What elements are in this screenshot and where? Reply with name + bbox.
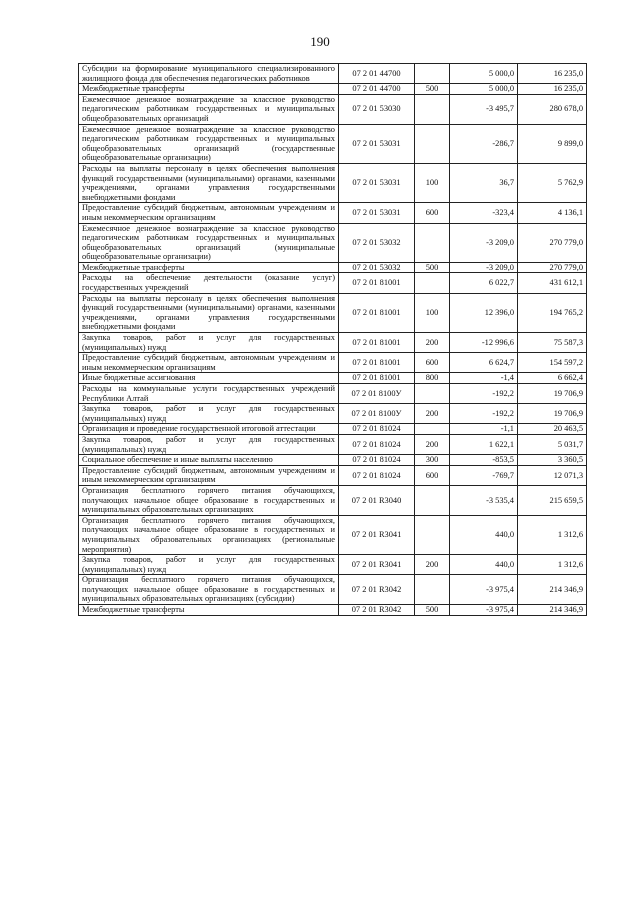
row-name-cell: Закупка товаров, работ и услуг для государственных (муниципальных) нужд xyxy=(79,555,339,575)
row-expense-type-cell: 200 xyxy=(415,555,450,575)
row-name-cell: Субсидии на формирование муниципального специализированного жилищного фонда для обеспечения педагогических работников xyxy=(79,64,339,84)
row-total-amount-cell: 16 235,0 xyxy=(518,64,587,84)
row-expense-type-cell xyxy=(415,94,450,124)
row-total-amount-cell: 12 071,3 xyxy=(518,465,587,485)
table-row xyxy=(79,353,587,373)
table-row xyxy=(79,515,587,554)
row-code-cell: 07 2 01 R3042 xyxy=(339,575,415,605)
table-row xyxy=(79,485,587,515)
row-total-amount-cell: 154 597,2 xyxy=(518,353,587,373)
row-expense-type-cell xyxy=(415,64,450,84)
row-code-cell: 07 2 01 R3041 xyxy=(339,555,415,575)
row-total-amount-cell: 270 779,0 xyxy=(518,262,587,273)
row-total-amount-cell: 1 312,6 xyxy=(518,555,587,575)
table-row xyxy=(79,455,587,466)
row-change-amount-cell: -286,7 xyxy=(450,124,518,163)
row-expense-type-cell: 200 xyxy=(415,333,450,353)
row-name-cell: Ежемесячное денежное вознаграждение за классное руководство педагогическим работникам государственных и муниципальных общеобразовательных организаций (государственные общеобразовательные организации) xyxy=(79,124,339,163)
table-row xyxy=(79,434,587,454)
row-expense-type-cell: 100 xyxy=(415,163,450,202)
row-code-cell: 07 2 01 81001 xyxy=(339,293,415,332)
row-change-amount-cell: -769,7 xyxy=(450,465,518,485)
row-code-cell: 07 2 01 44700 xyxy=(339,64,415,84)
row-change-amount-cell: -192,2 xyxy=(450,384,518,404)
table-row xyxy=(79,605,587,616)
row-change-amount-cell: 440,0 xyxy=(450,515,518,554)
table-row xyxy=(79,163,587,202)
row-expense-type-cell xyxy=(415,124,450,163)
row-change-amount-cell: -1,4 xyxy=(450,373,518,384)
row-code-cell: 07 2 01 81024 xyxy=(339,455,415,466)
table-row xyxy=(79,203,587,223)
table-row xyxy=(79,223,587,262)
row-name-cell: Организация бесплатного горячего питания обучающихся, получающих начальное общее образование в государственных и муниципальных образовательных организациях (региональные мероприятия) xyxy=(79,515,339,554)
table-row xyxy=(79,555,587,575)
row-total-amount-cell: 215 659,5 xyxy=(518,485,587,515)
row-name-cell: Закупка товаров, работ и услуг для государственных (муниципальных) нужд xyxy=(79,434,339,454)
row-total-amount-cell: 1 312,6 xyxy=(518,515,587,554)
row-change-amount-cell: 440,0 xyxy=(450,555,518,575)
row-name-cell: Иные бюджетные ассигнования xyxy=(79,373,339,384)
row-change-amount-cell: -323,4 xyxy=(450,203,518,223)
row-name-cell: Организация бесплатного горячего питания обучающихся, получающих начальное общее образование в государственных и муниципальных образовательных организациях xyxy=(79,485,339,515)
row-name-cell: Межбюджетные трансферты xyxy=(79,84,339,95)
row-total-amount-cell: 431 612,1 xyxy=(518,273,587,293)
row-code-cell: 07 2 01 8100У xyxy=(339,404,415,424)
row-total-amount-cell: 4 136,1 xyxy=(518,203,587,223)
row-change-amount-cell: 1 622,1 xyxy=(450,434,518,454)
table-row xyxy=(79,64,587,84)
row-change-amount-cell: -3 209,0 xyxy=(450,262,518,273)
row-code-cell: 07 2 01 53032 xyxy=(339,262,415,273)
row-name-cell: Предоставление субсидий бюджетным, автономным учреждениям и иным некоммерческим организациям xyxy=(79,465,339,485)
row-code-cell: 07 2 01 81024 xyxy=(339,434,415,454)
row-change-amount-cell: -853,5 xyxy=(450,455,518,466)
row-expense-type-cell xyxy=(415,424,450,435)
table-row xyxy=(79,373,587,384)
row-total-amount-cell: 194 765,2 xyxy=(518,293,587,332)
row-code-cell: 07 2 01 81001 xyxy=(339,373,415,384)
row-expense-type-cell: 600 xyxy=(415,353,450,373)
row-name-cell: Ежемесячное денежное вознаграждение за классное руководство педагогическим работникам государственных и муниципальных общеобразовательных организаций (муниципальные общеобразовательные организации) xyxy=(79,223,339,262)
row-expense-type-cell: 500 xyxy=(415,84,450,95)
row-expense-type-cell: 200 xyxy=(415,434,450,454)
row-name-cell: Ежемесячное денежное вознаграждение за классное руководство педагогическим работникам государственных и муниципальных общеобразовательных организаций xyxy=(79,94,339,124)
row-code-cell: 07 2 01 53030 xyxy=(339,94,415,124)
row-name-cell: Межбюджетные трансферты xyxy=(79,262,339,273)
row-expense-type-cell xyxy=(415,515,450,554)
row-change-amount-cell: 6 022,7 xyxy=(450,273,518,293)
row-code-cell: 07 2 01 R3041 xyxy=(339,515,415,554)
row-change-amount-cell: 5 000,0 xyxy=(450,84,518,95)
row-total-amount-cell: 75 587,3 xyxy=(518,333,587,353)
row-expense-type-cell: 600 xyxy=(415,203,450,223)
row-expense-type-cell: 600 xyxy=(415,465,450,485)
budget-table xyxy=(78,63,587,616)
row-total-amount-cell: 270 779,0 xyxy=(518,223,587,262)
row-expense-type-cell xyxy=(415,575,450,605)
row-change-amount-cell: -12 996,6 xyxy=(450,333,518,353)
table-row xyxy=(79,465,587,485)
row-code-cell: 07 2 01 53031 xyxy=(339,203,415,223)
row-name-cell: Социальное обеспечение и иные выплаты населению xyxy=(79,455,339,466)
row-code-cell: 07 2 01 44700 xyxy=(339,84,415,95)
row-code-cell: 07 2 01 81001 xyxy=(339,333,415,353)
row-code-cell: 07 2 01 81001 xyxy=(339,273,415,293)
row-total-amount-cell: 16 235,0 xyxy=(518,84,587,95)
row-code-cell: 07 2 01 53031 xyxy=(339,163,415,202)
row-code-cell: 07 2 01 8100У xyxy=(339,384,415,404)
row-name-cell: Предоставление субсидий бюджетным, автономным учреждениям и иным некоммерческим организациям xyxy=(79,353,339,373)
row-expense-type-cell: 500 xyxy=(415,262,450,273)
row-name-cell: Организация и проведение государственной итоговой аттестации xyxy=(79,424,339,435)
row-total-amount-cell: 280 678,0 xyxy=(518,94,587,124)
row-expense-type-cell: 100 xyxy=(415,293,450,332)
row-change-amount-cell: -3 535,4 xyxy=(450,485,518,515)
row-name-cell: Расходы на выплаты персоналу в целях обеспечения выполнения функций государственными (муниципальными) органами, казенными учреждениями, органами управления государственными внебюджетными фондами xyxy=(79,163,339,202)
row-name-cell: Организация бесплатного горячего питания обучающихся, получающих начальное общее образование в государственных и муниципальных образовательных организациях (субсидии) xyxy=(79,575,339,605)
row-change-amount-cell: 5 000,0 xyxy=(450,64,518,84)
row-total-amount-cell: 3 360,5 xyxy=(518,455,587,466)
row-expense-type-cell xyxy=(415,273,450,293)
table-row xyxy=(79,293,587,332)
row-change-amount-cell: -3 975,4 xyxy=(450,575,518,605)
row-total-amount-cell: 5 031,7 xyxy=(518,434,587,454)
row-expense-type-cell xyxy=(415,384,450,404)
table-row xyxy=(79,404,587,424)
row-name-cell: Расходы на обеспечение деятельности (оказание услуг) государственных учреждений xyxy=(79,273,339,293)
row-code-cell: 07 2 01 R3042 xyxy=(339,605,415,616)
row-expense-type-cell xyxy=(415,485,450,515)
row-total-amount-cell: 9 899,0 xyxy=(518,124,587,163)
row-total-amount-cell: 5 762,9 xyxy=(518,163,587,202)
row-name-cell: Расходы на выплаты персоналу в целях обеспечения выполнения функций государственными (муниципальными) органами, казенными учреждениями, органами управления государственными внебюджетными фондами xyxy=(79,293,339,332)
row-expense-type-cell xyxy=(415,223,450,262)
row-change-amount-cell: 36,7 xyxy=(450,163,518,202)
row-name-cell: Закупка товаров, работ и услуг для государственных (муниципальных) нужд xyxy=(79,404,339,424)
row-change-amount-cell: 12 396,0 xyxy=(450,293,518,332)
table-row xyxy=(79,124,587,163)
row-expense-type-cell: 500 xyxy=(415,605,450,616)
table-row xyxy=(79,94,587,124)
row-code-cell: 07 2 01 81024 xyxy=(339,465,415,485)
row-name-cell: Расходы на коммунальные услуги государственных учреждений Республики Алтай xyxy=(79,384,339,404)
row-change-amount-cell: -3 495,7 xyxy=(450,94,518,124)
row-expense-type-cell: 800 xyxy=(415,373,450,384)
row-code-cell: 07 2 01 R3040 xyxy=(339,485,415,515)
row-expense-type-cell: 300 xyxy=(415,455,450,466)
row-total-amount-cell: 214 346,9 xyxy=(518,575,587,605)
row-change-amount-cell: -1,1 xyxy=(450,424,518,435)
row-code-cell: 07 2 01 53032 xyxy=(339,223,415,262)
budget-table-body xyxy=(79,64,587,616)
row-change-amount-cell: -192,2 xyxy=(450,404,518,424)
table-row xyxy=(79,273,587,293)
row-name-cell: Межбюджетные трансферты xyxy=(79,605,339,616)
row-code-cell: 07 2 01 53031 xyxy=(339,124,415,163)
row-change-amount-cell: -3 209,0 xyxy=(450,223,518,262)
table-row xyxy=(79,424,587,435)
row-name-cell: Закупка товаров, работ и услуг для государственных (муниципальных) нужд xyxy=(79,333,339,353)
page-number: 190 xyxy=(310,34,330,49)
table-row xyxy=(79,262,587,273)
row-total-amount-cell: 19 706,9 xyxy=(518,404,587,424)
table-row xyxy=(79,575,587,605)
row-change-amount-cell: -3 975,4 xyxy=(450,605,518,616)
table-row xyxy=(79,384,587,404)
row-total-amount-cell: 20 463,5 xyxy=(518,424,587,435)
row-code-cell: 07 2 01 81001 xyxy=(339,353,415,373)
row-total-amount-cell: 214 346,9 xyxy=(518,605,587,616)
row-change-amount-cell: 6 624,7 xyxy=(450,353,518,373)
row-code-cell: 07 2 01 81024 xyxy=(339,424,415,435)
row-name-cell: Предоставление субсидий бюджетным, автономным учреждениям и иным некоммерческим организациям xyxy=(79,203,339,223)
table-row xyxy=(79,84,587,95)
row-total-amount-cell: 19 706,9 xyxy=(518,384,587,404)
row-expense-type-cell: 200 xyxy=(415,404,450,424)
row-total-amount-cell: 6 662,4 xyxy=(518,373,587,384)
table-row xyxy=(79,333,587,353)
